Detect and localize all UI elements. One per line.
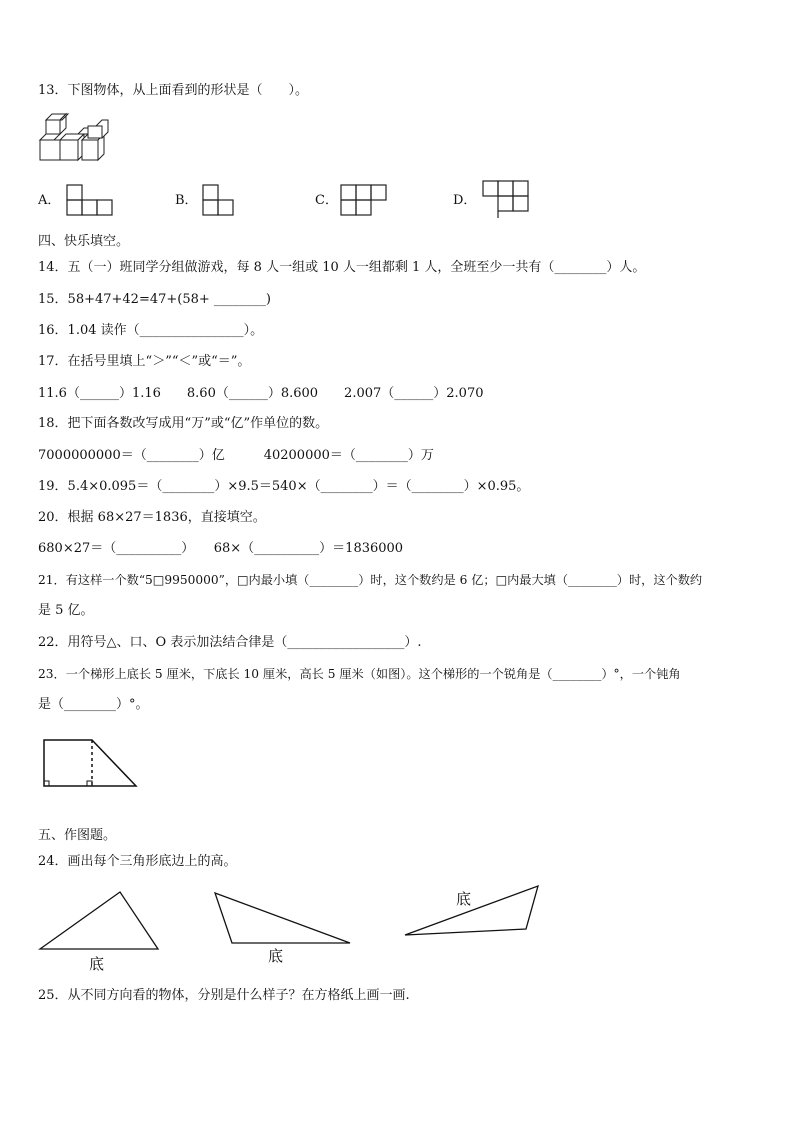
- option-d-label: D．: [453, 193, 477, 208]
- cubes-figure: [38, 112, 110, 164]
- question-14: 14．五（一）班同学分组做游戏，每 8 人一组或 10 人一组都剩 1 人，全班至少一共有（________）人。: [38, 260, 646, 275]
- option-c-figure: [340, 184, 390, 216]
- question-20-row: 680×27＝（__________） 68×（__________）＝1836000: [38, 541, 404, 556]
- question-18-row: 7000000000＝（________）亿 40200000＝（________）万: [38, 448, 434, 463]
- option-d-figure: [482, 180, 532, 220]
- option-a-label: A．: [38, 193, 61, 208]
- question-15: 15．58+47+42=47+(58+ ________): [38, 292, 271, 307]
- triangle-3-base-label: 底: [456, 890, 472, 908]
- question-23-line1: 23．一个梯形上底长 5 厘米，下底长 10 厘米，高长 5 厘米（如图）。这个梯形的一个锐角是（________）°，一个钝角: [38, 667, 681, 681]
- question-21-line2: 是 5 亿。: [38, 603, 94, 618]
- question-22: 22．用符号△、口、O 表示加法结合律是（__________________）.: [38, 635, 422, 650]
- question-16: 16．1.04 读作（________________）。: [38, 323, 264, 338]
- question-18: 18．把下面各数改写成用“万”或“亿”作单位的数。: [38, 416, 329, 431]
- triangle-2-base-label: 底: [268, 947, 284, 965]
- section-5-heading: 五、作图题。: [38, 828, 117, 843]
- question-24: 24．画出每个三角形底边上的高。: [38, 854, 237, 869]
- question-19: 19．5.4×0.095＝（________）×9.5＝540×（________）＝（________）×0.95。: [38, 479, 530, 494]
- question-23-line2: 是（________）°。: [38, 697, 149, 712]
- option-c-label: C．: [315, 193, 338, 208]
- triangle-3: [402, 883, 542, 939]
- question-17: 17．在括号里填上“＞”“＜”或“＝”。: [38, 354, 251, 369]
- triangle-1: [38, 890, 160, 952]
- triangle-1-base-label: 底: [89, 955, 105, 973]
- question-20: 20．根据 68×27＝1836，直接填空。: [38, 510, 266, 525]
- question-17-row: 11.6（______）1.16 8.60（______）8.600 2.007（______）2.070: [38, 386, 484, 401]
- question-25: 25．从不同方向看的物体，分别是什么样子？在方格纸上画一画.: [38, 988, 410, 1003]
- option-b-label: B．: [175, 193, 198, 208]
- section-4-heading: 四、快乐填空。: [38, 234, 130, 249]
- option-a-figure: [66, 184, 114, 216]
- triangle-2: [212, 890, 354, 946]
- question-21-line1: 21．有这样一个数“5□9950000”，□内最小填（________）时，这个数约是 6 亿；□内最大填（________）时，这个数约: [38, 573, 703, 587]
- option-b-figure: [202, 184, 236, 216]
- question-13: 13．下图物体，从上面看到的形状是（ ）。: [38, 83, 309, 98]
- trapezoid-figure: [40, 738, 140, 790]
